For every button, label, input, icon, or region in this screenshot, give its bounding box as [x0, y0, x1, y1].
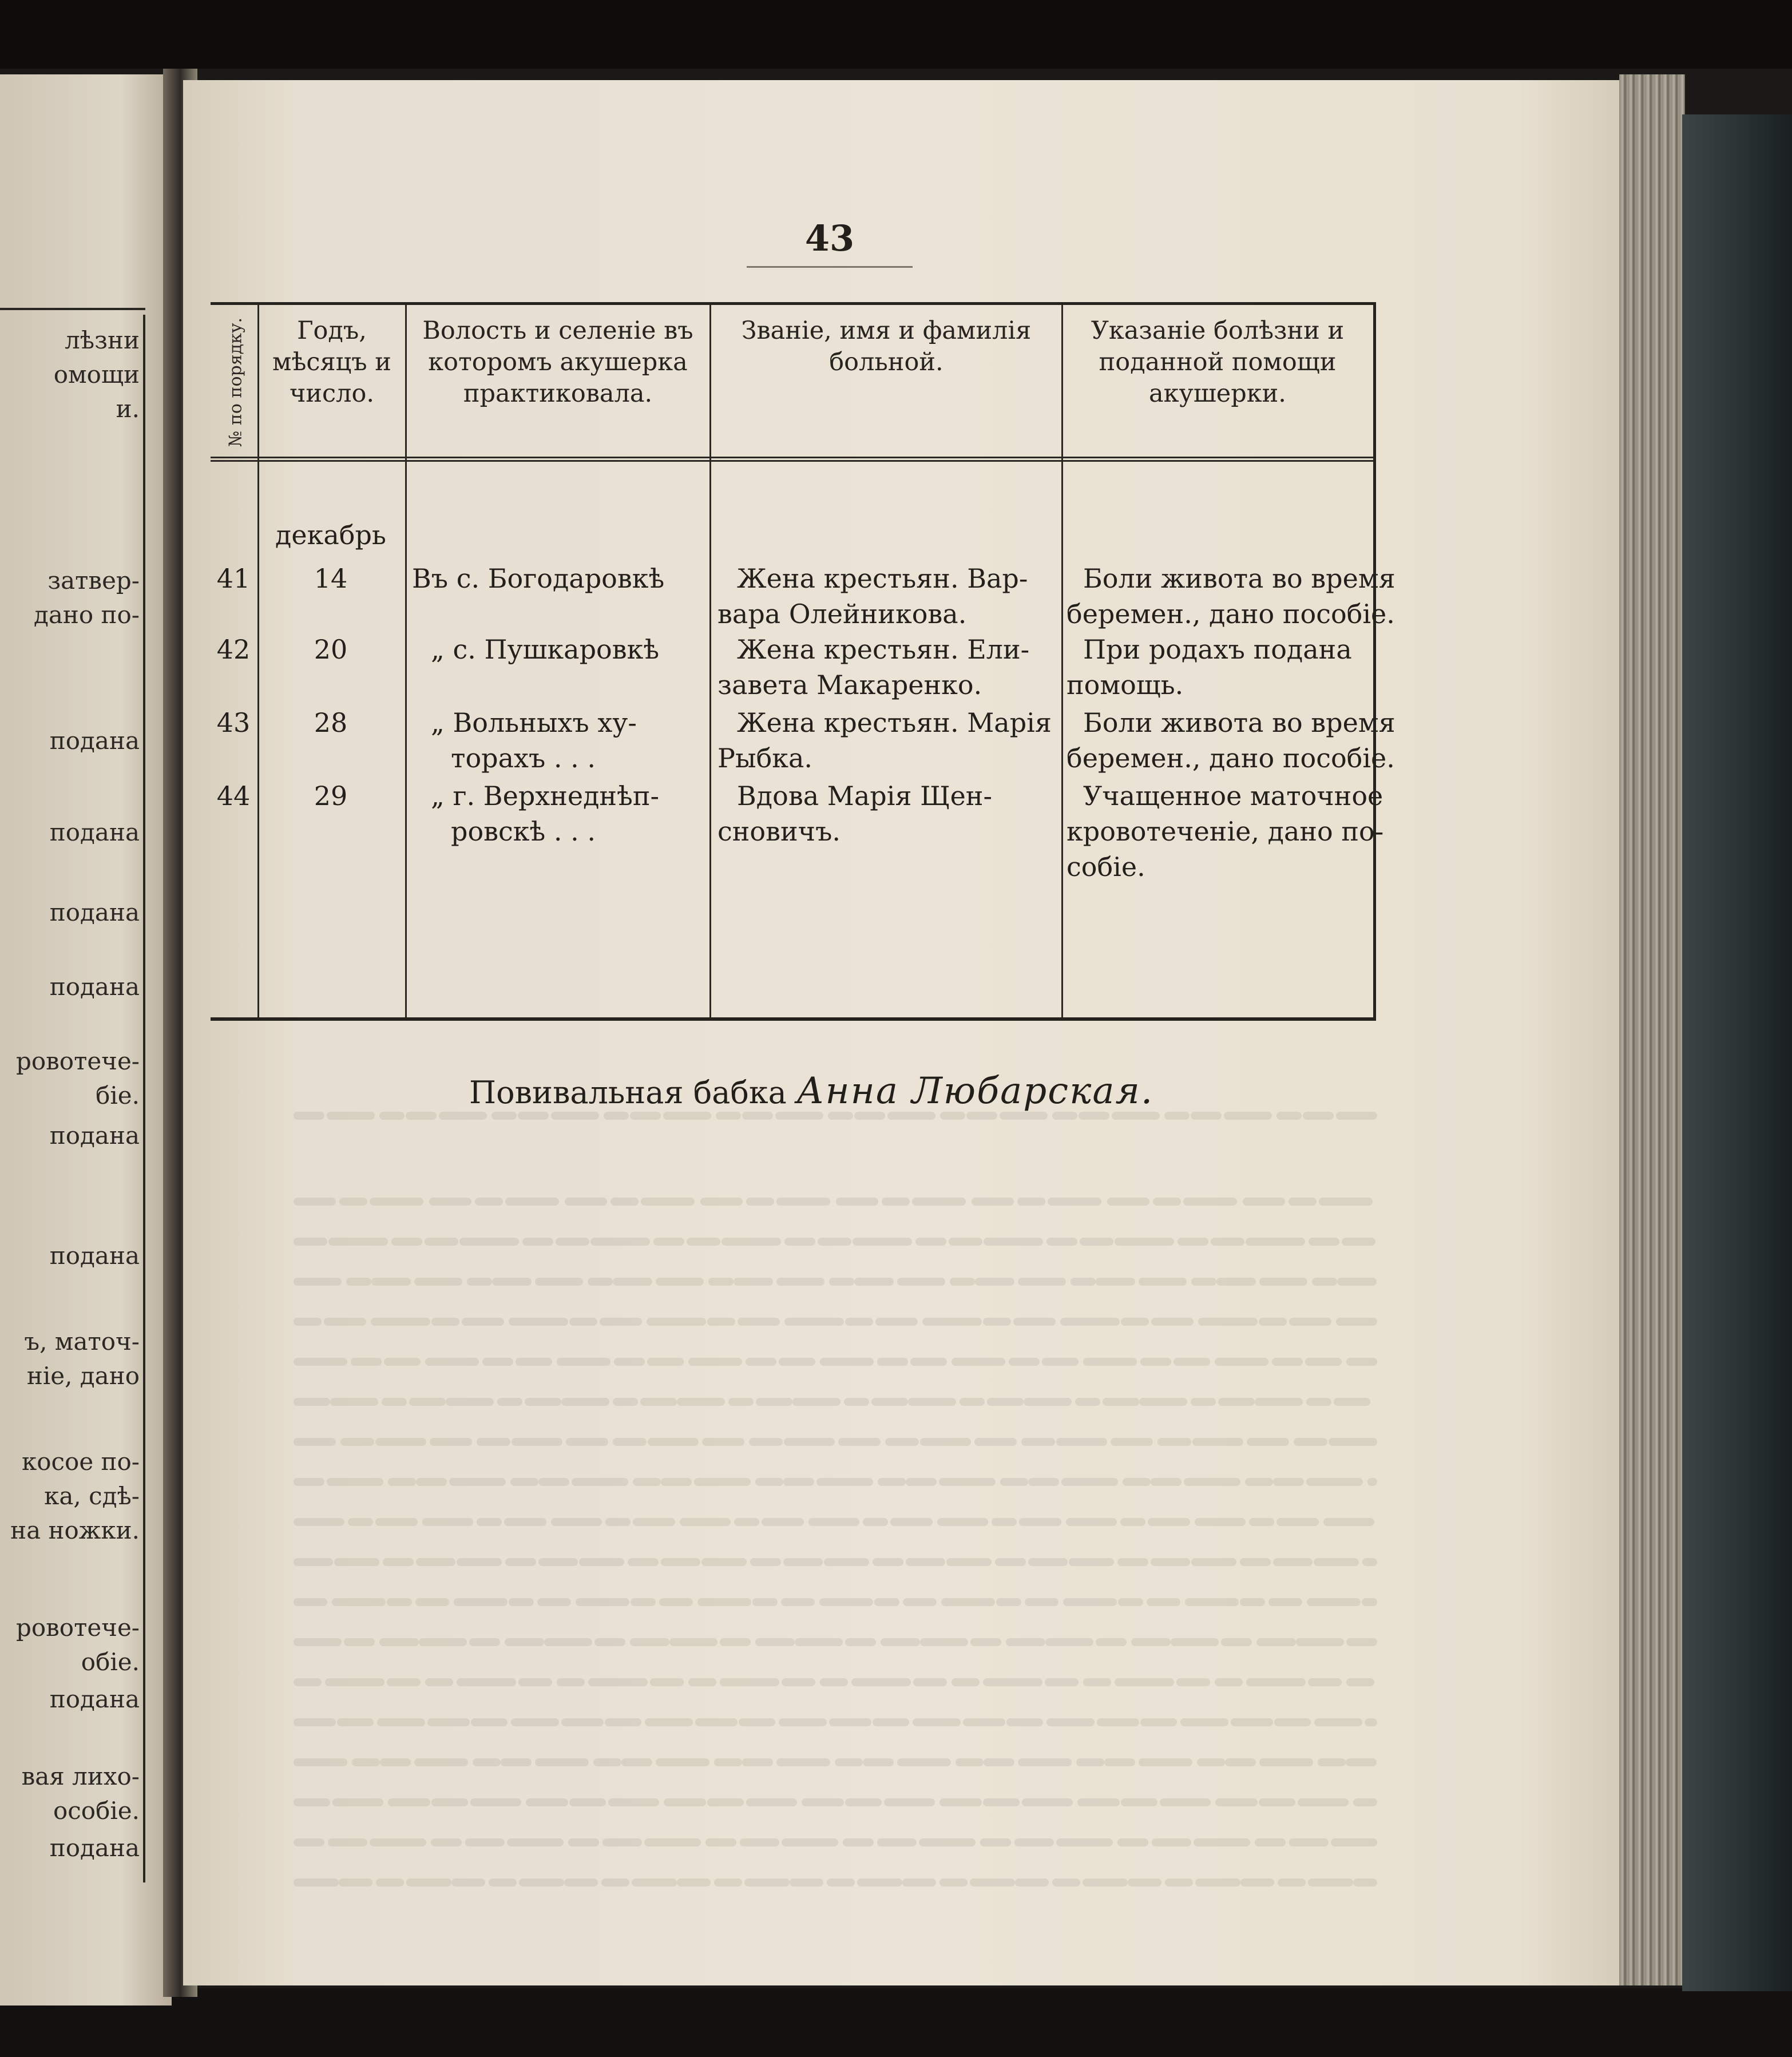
row-num: 41	[216, 563, 251, 594]
midwife-signature	[469, 1070, 1153, 1112]
row-day: 20	[314, 634, 348, 665]
row-help: При родахъ подана	[1083, 634, 1352, 665]
column-rule	[405, 305, 407, 1017]
dark-backdrop-bottom	[0, 1988, 1792, 2057]
signature-title: Повивальная бабка	[469, 1075, 787, 1111]
row-help: собіе.	[1067, 851, 1145, 882]
header-date: Годъ, мѣсяцъ и число.	[272, 316, 391, 408]
row-patient: Жена крестьян. Вар-	[737, 563, 1028, 594]
left-text-line: косое по-	[21, 1448, 140, 1476]
row-help: Боли живота во время	[1083, 563, 1395, 594]
row-help: кровотеченіе, дано по-	[1067, 816, 1384, 847]
book-cover	[1682, 114, 1792, 1991]
left-text-line: бie.	[96, 1081, 140, 1109]
left-text-line: особie.	[53, 1797, 140, 1825]
left-text-line: вая лихо-	[21, 1762, 140, 1790]
row-place: торахъ . . .	[451, 743, 596, 774]
left-text-line: ка, сдѣ-	[44, 1482, 140, 1510]
left-text-line: ровотече-	[15, 1614, 140, 1642]
row-num: 43	[216, 707, 251, 738]
row-help: Боли живота во время	[1083, 707, 1395, 738]
row-help: беремен., дано пособіе.	[1067, 743, 1395, 774]
row-patient: Жена крестьян. Марія	[737, 707, 1052, 738]
row-patient: Вдова Марія Щен-	[737, 780, 993, 811]
row-patient: завета Макаренко.	[717, 669, 982, 700]
row-patient: сновичъ.	[717, 816, 841, 847]
left-text-line: на ножки.	[10, 1516, 140, 1544]
left-page-fragment	[0, 74, 172, 2006]
left-text-line: лѣзни	[65, 326, 140, 354]
left-text-line: и.	[116, 395, 140, 423]
left-text-line: ъ, маточ-	[24, 1327, 140, 1356]
left-text-line: ровотече-	[15, 1047, 140, 1075]
row-day: 28	[314, 707, 348, 738]
left-text-line: подана	[49, 973, 140, 1001]
row-patient: Рыбка.	[717, 743, 813, 774]
left-text-line: подана	[49, 898, 140, 926]
column-rule	[1061, 305, 1063, 1017]
row-patient: Жена крестьян. Ели-	[737, 634, 1030, 665]
midwife-practice-table	[211, 302, 1395, 1021]
row-day: 29	[314, 780, 348, 811]
row-day: 14	[314, 563, 348, 594]
column-rule	[257, 305, 259, 1017]
column-rule	[709, 305, 711, 1017]
left-text-line: обie.	[81, 1648, 140, 1676]
header-place: Волость и селеніе въ которомъ акушерка практиковала.	[422, 316, 693, 408]
left-text-line: дано по-	[33, 601, 140, 629]
row-place: ровскѣ . . .	[451, 816, 596, 847]
month-label: декабрь	[275, 520, 386, 550]
left-text-line: подана	[49, 1685, 140, 1713]
row-help: беремен., дано пособіе.	[1067, 599, 1395, 629]
header-help: Указаніе болѣзни и поданной помощи акушерки.	[1091, 316, 1345, 408]
row-help: помощь.	[1067, 669, 1184, 700]
left-text-line: ніе, дано	[26, 1362, 140, 1390]
left-text-line: подана	[49, 818, 140, 846]
left-text-line: подана	[49, 1242, 140, 1270]
left-text-line: затвер-	[47, 566, 140, 594]
row-place: Въ с. Богодаровкѣ	[412, 563, 665, 594]
left-text-line: подана	[49, 727, 140, 755]
row-help: Учащенное маточное	[1083, 780, 1383, 811]
left-page-column-rule	[143, 315, 145, 1882]
left-text-line: омощи	[53, 360, 140, 389]
row-place: „ Вольныхъ ху-	[431, 707, 637, 738]
book-page	[183, 80, 1631, 1985]
dark-backdrop-top	[0, 0, 1792, 69]
header-patient: Званіе, имя и фамилія больной.	[741, 316, 1032, 376]
left-text-line: подана	[49, 1834, 140, 1862]
left-text-line: подана	[49, 1121, 140, 1150]
signature-name: Анна Любарская.	[796, 1070, 1154, 1112]
row-place: „ г. Верхнеднѣп-	[431, 780, 660, 811]
header-num	[215, 311, 256, 454]
header-double-rule	[211, 457, 1373, 462]
row-place: „ с. Пушкаровкѣ	[431, 634, 660, 665]
page-number-rule	[747, 266, 913, 268]
left-page-rule	[0, 308, 145, 310]
page-number: 43	[804, 217, 855, 259]
row-patient: вара Олейникова.	[717, 599, 967, 629]
page-edges	[1619, 74, 1685, 1985]
header-num-text: № по порядку.	[225, 317, 246, 447]
row-num: 42	[216, 634, 251, 665]
row-num: 44	[216, 780, 251, 811]
